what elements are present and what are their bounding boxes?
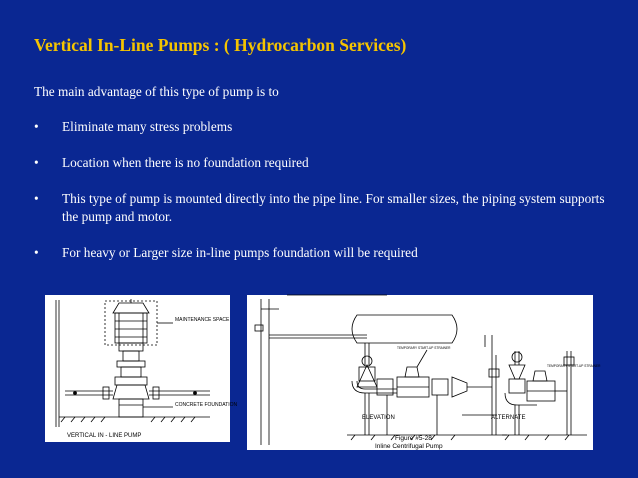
vertical-inline-pump-drawing (45, 295, 238, 442)
concrete-foundation-label: CONCRETE FOUNDATION (175, 402, 238, 408)
inline-centrifugal-pump-drawing (247, 295, 601, 450)
figure-title-caption: Inline Centrifugal Pump (375, 443, 443, 450)
bullet-text: Eliminate many stress problems (62, 119, 233, 134)
bullet-text: This type of pump is mounted directly into the pipe line. For smaller sizes, the piping system supports the pump and motor. (62, 191, 605, 224)
bullet-marker: • (34, 191, 39, 206)
bullet-item (34, 190, 609, 226)
slide-title: Vertical In-Line Pumps : ( Hydrocarbon Services) (34, 35, 407, 55)
bullet-item (34, 244, 609, 262)
bullet-text: Location when there is no foundation required (62, 155, 309, 170)
bullet-list (34, 118, 609, 280)
figure-number-caption: Figure #5-28 (395, 435, 432, 442)
alternate-strainer-label: TEMPORARY START-UP STRAINER (547, 364, 601, 368)
bullet-item (34, 118, 609, 136)
bullet-marker: • (34, 119, 39, 134)
bullet-text: For heavy or Larger size in-line pumps foundation will be required (62, 245, 418, 260)
left-figure-caption: VERTICAL IN - LINE PUMP (67, 433, 142, 439)
intro-text: The main advantage of this type of pump is to (34, 84, 279, 99)
alternate-label: ALTERNATE (491, 415, 526, 421)
maintenance-space-label: MAINTENANCE SPACE (175, 317, 230, 323)
bullet-item (34, 154, 609, 172)
inline-centrifugal-pump-figure (247, 295, 601, 450)
bullet-marker: • (34, 155, 39, 170)
bullet-marker: • (34, 245, 39, 260)
elevation-label: ELEVATION (362, 415, 395, 421)
vertical-inline-pump-figure (45, 295, 238, 442)
strainer-label: TEMPORARY START-UP STRAINER (397, 346, 451, 350)
